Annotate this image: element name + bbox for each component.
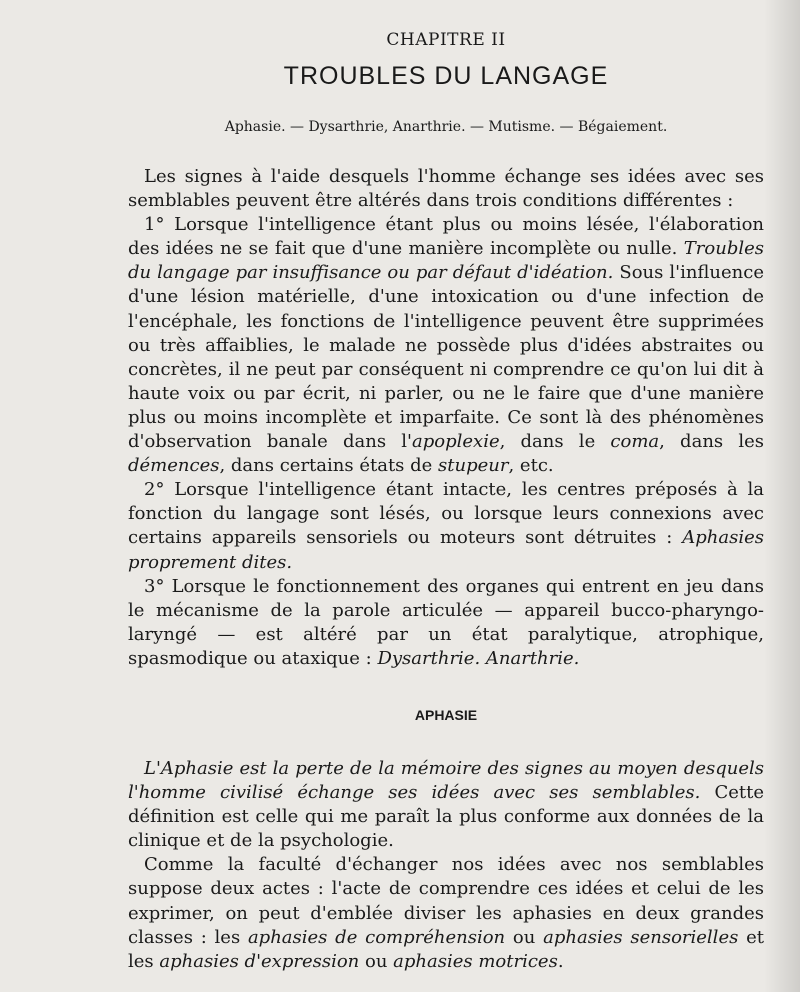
emphasis: Aphasies proprement dites.: [128, 527, 764, 573]
section-text: [128, 757, 764, 974]
emphasis: coma: [610, 431, 660, 453]
text-span: Sous l'influence d'une lésion matérielle, d'une intoxication ou d'une infection de l'encéphale, les fonctions de l'intelligence peuvent être supprimées ou très affaiblies, le malade ne possède plus d'idées abstraites ou concrètes, il ne peut par conséquent ni comprendre ce qu'on lui dit à haute voix ou par écrit, ni parler, ou ne le faire que d'une manière plus ou moins incomplète et imparfaite. Ce sont là des phénomènes d'observation banale dans l': [128, 262, 764, 453]
paragraph-intro: Les signes à l'aide desquels l'homme échange ses idées avec ses semblables peuvent être altérés dans trois conditions différentes :: [128, 166, 764, 212]
text-span: .: [557, 950, 564, 972]
text-span: , dans le: [499, 431, 611, 453]
emphasis: démences: [128, 455, 220, 477]
chapter-title: TROUBLES DU LANGAGE: [283, 62, 609, 90]
emphasis: Dysarthrie. Anarthrie.: [377, 647, 580, 669]
text-span: et les: [128, 926, 764, 972]
text-span: ou: [505, 926, 544, 948]
text-span: Comme la faculté d'échanger nos idées avec nos semblables suppose deux actes : l'acte de comprendre ces idées et celui de les exprimer, on peut d'emblée diviser les aphasies en deux grandes classes : les: [128, 854, 764, 948]
emphasis: stupeur: [438, 455, 509, 477]
text-span: , dans certains états de: [219, 455, 439, 477]
emphasis: Troubles du langage par insuffisance ou par défaut d'idéation.: [128, 238, 764, 284]
text-span: Cette définition est celle qui me paraît la plus conforme aux données de la clinique et de la psychologie.: [128, 782, 764, 852]
paragraph-condition-2: [128, 478, 764, 574]
section-title: APHASIE: [414, 706, 478, 723]
paragraph-condition-1: [128, 213, 764, 478]
chapter-summary: Aphasie. — Dysarthrie, Anarthrie. — Mutisme. — Bégaiement.: [224, 119, 668, 135]
page-edge-shadow: [764, 0, 800, 992]
emphasis: aphasies motrices: [393, 950, 558, 972]
text-span: 1° Lorsque l'intelligence étant plus ou moins lésée, l'élaboration des idées ne se fait que d'une manière incomplète ou nulle.: [128, 214, 764, 260]
text-span: ou: [359, 950, 394, 972]
chapter-heading: CHAPITRE II: [386, 30, 506, 50]
paragraph-definition: [128, 757, 764, 853]
text-span: , dans les: [659, 431, 764, 453]
text-span: , etc.: [508, 455, 554, 477]
emphasis: aphasies sensorielles: [543, 926, 739, 948]
text-span: 2° Lorsque l'intelligence étant intacte, les centres préposés à la fonction du langage sont lésés, ou lorsque leurs connexions avec certains appareils sensoriels ou moteurs sont détruites :: [128, 479, 764, 549]
emphasis: L'Aphasie est la perte de la mémoire des signes au moyen desquels l'homme civilisé échange ses idées avec ses semblables.: [128, 757, 764, 804]
emphasis: aphasies d'expression: [159, 950, 360, 972]
paragraph-condition-3: [128, 575, 764, 671]
paragraph-classification: [128, 853, 764, 973]
text-span: 3° Lorsque le fonctionnement des organes qui entrent en jeu dans le mécanisme de la parole articulée — appareil bucco-pharyngo-laryngé — est altéré par un état paralytique, atrophique, spasmodique ou ataxique :: [128, 575, 764, 669]
emphasis: aphasies de compréhension: [247, 926, 506, 948]
intro-text: [128, 165, 764, 671]
emphasis: apoplexie: [412, 431, 500, 453]
